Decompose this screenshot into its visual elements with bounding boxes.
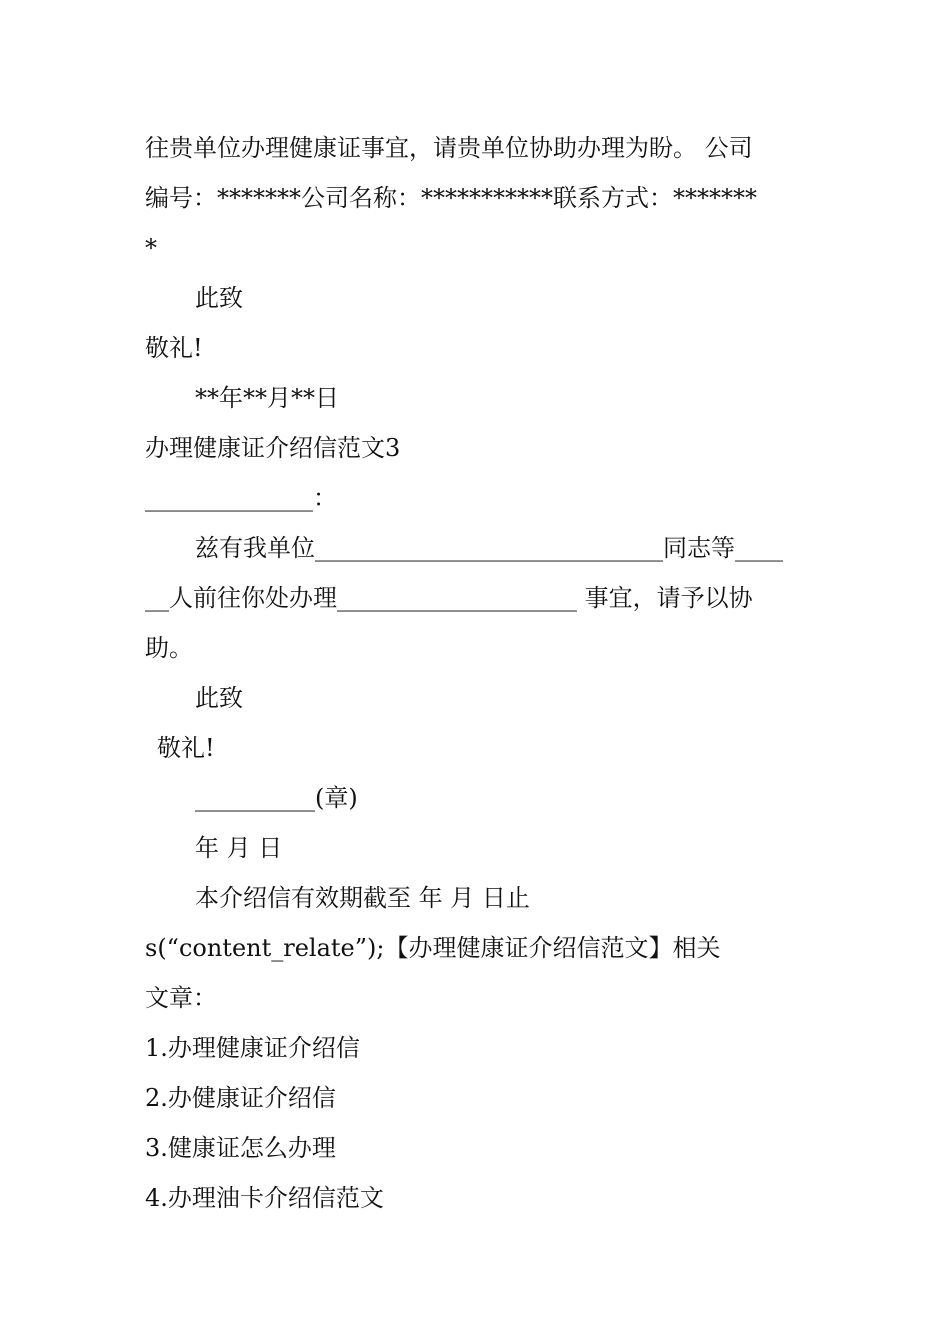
closing-salutation: 此致 — [195, 684, 243, 712]
closing-regards: 敬礼! — [145, 334, 203, 362]
company-info-line: 编号：*******公司名称：***********联系方式：******* — [145, 184, 757, 212]
date-line: 年 月 日 — [195, 834, 283, 862]
related-article-link[interactable]: 1.办理健康证介绍信 — [145, 1034, 360, 1062]
date-line: **年**月**日 — [195, 384, 339, 412]
section-title: 办理健康证介绍信范文3 — [145, 434, 401, 462]
related-articles-heading: s(“content_relate”);【办理健康证介绍信范文】相关 — [145, 934, 721, 962]
seal-line: __________(章) — [195, 784, 358, 812]
validity-line: 本介绍信有效期截至 年 月 日止 — [195, 884, 530, 912]
closing-regards: 敬礼! — [157, 734, 215, 762]
related-article-link[interactable]: 2.办健康证介绍信 — [145, 1084, 336, 1112]
paragraph-line: 往贵单位办理健康证事宜，请贵单位协助办理为盼。 公司 — [145, 134, 753, 162]
related-articles-heading-cont: 文章： — [145, 984, 217, 1012]
related-article-link[interactable]: 3.健康证怎么办理 — [145, 1134, 336, 1162]
recipient-blank: ______________： — [145, 484, 337, 512]
body-line: 助。 — [145, 634, 193, 662]
related-article-link[interactable]: 4.办理油卡介绍信范文 — [145, 1184, 384, 1212]
closing-salutation: 此致 — [195, 284, 243, 312]
company-info-continued: * — [145, 234, 157, 262]
body-line: 兹有我单位_____________________________同志等____ — [195, 534, 783, 562]
body-line: __人前往你处办理____________________ 事宜，请予以协 — [145, 584, 753, 612]
